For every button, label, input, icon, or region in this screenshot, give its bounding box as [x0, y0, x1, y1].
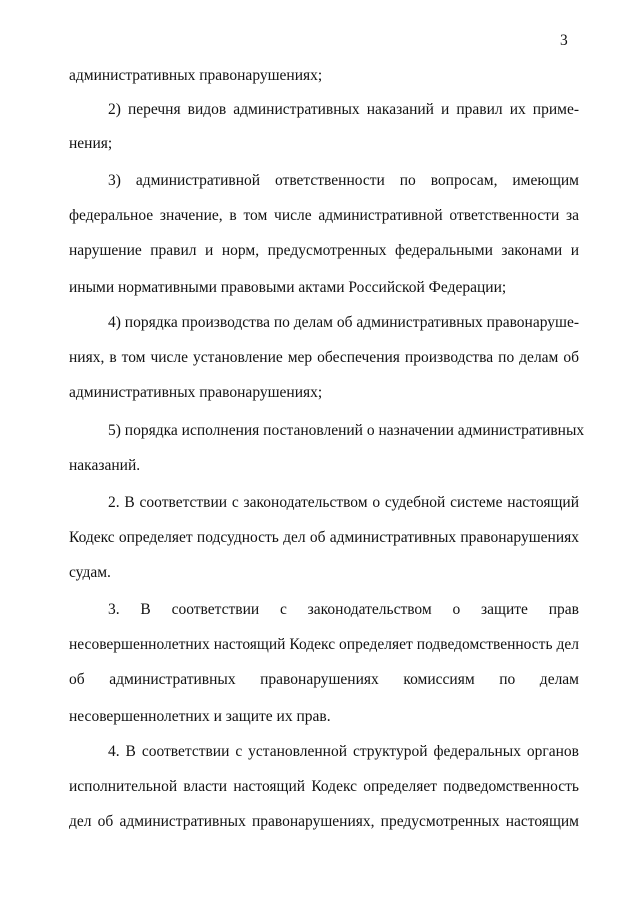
text-line: 4) порядка производства по делам об административных правонаруше-: [108, 314, 579, 331]
text-line: федеральное значение, в том числе административной ответственности за: [69, 207, 579, 224]
text-line: административных правонарушениях;: [69, 384, 323, 401]
text-line: несовершеннолетних и защите их прав.: [69, 708, 331, 725]
text-line: иными нормативными правовыми актами Российской Федерации;: [69, 279, 507, 296]
text-line: 2) перечня видов административных наказаний и правил их приме-: [108, 101, 579, 118]
text-line: об административных правонарушениях комиссиям по делам: [69, 671, 579, 688]
text-line: 5) порядка исполнения постановлений о назначении административных: [108, 422, 585, 439]
text-line: дел об административных правонарушениях, предусмотренных настоящим: [69, 813, 579, 830]
text-line: нарушение правил и норм, предусмотренных федеральными законами и: [69, 242, 579, 259]
text-line: 4. В соответствии с установленной структурой федеральных органов: [108, 743, 579, 760]
text-line: исполнительной власти настоящий Кодекс определяет подведомственность: [69, 778, 579, 795]
text-line: нения;: [69, 135, 113, 152]
text-line: судам.: [69, 564, 111, 581]
text-line: Кодекс определяет подсудность дел об административных правонарушениях: [69, 529, 579, 546]
text-line: административных правонарушениях;: [69, 67, 323, 84]
text-line: 2. В соответствии с законодательством о судебной системе настоящий: [108, 494, 579, 511]
text-line: 3. В соответствии с законодательством о защите прав: [108, 601, 579, 618]
text-line: несовершеннолетних настоящий Кодекс определяет подведомственность дел: [69, 636, 579, 653]
text-line: 3) административной ответственности по вопросам, имеющим: [108, 172, 579, 189]
text-line: ниях, в том числе установление мер обеспечения производства по делам об: [69, 349, 579, 366]
text-line: наказаний.: [69, 457, 141, 474]
page-number: 3: [560, 32, 568, 49]
